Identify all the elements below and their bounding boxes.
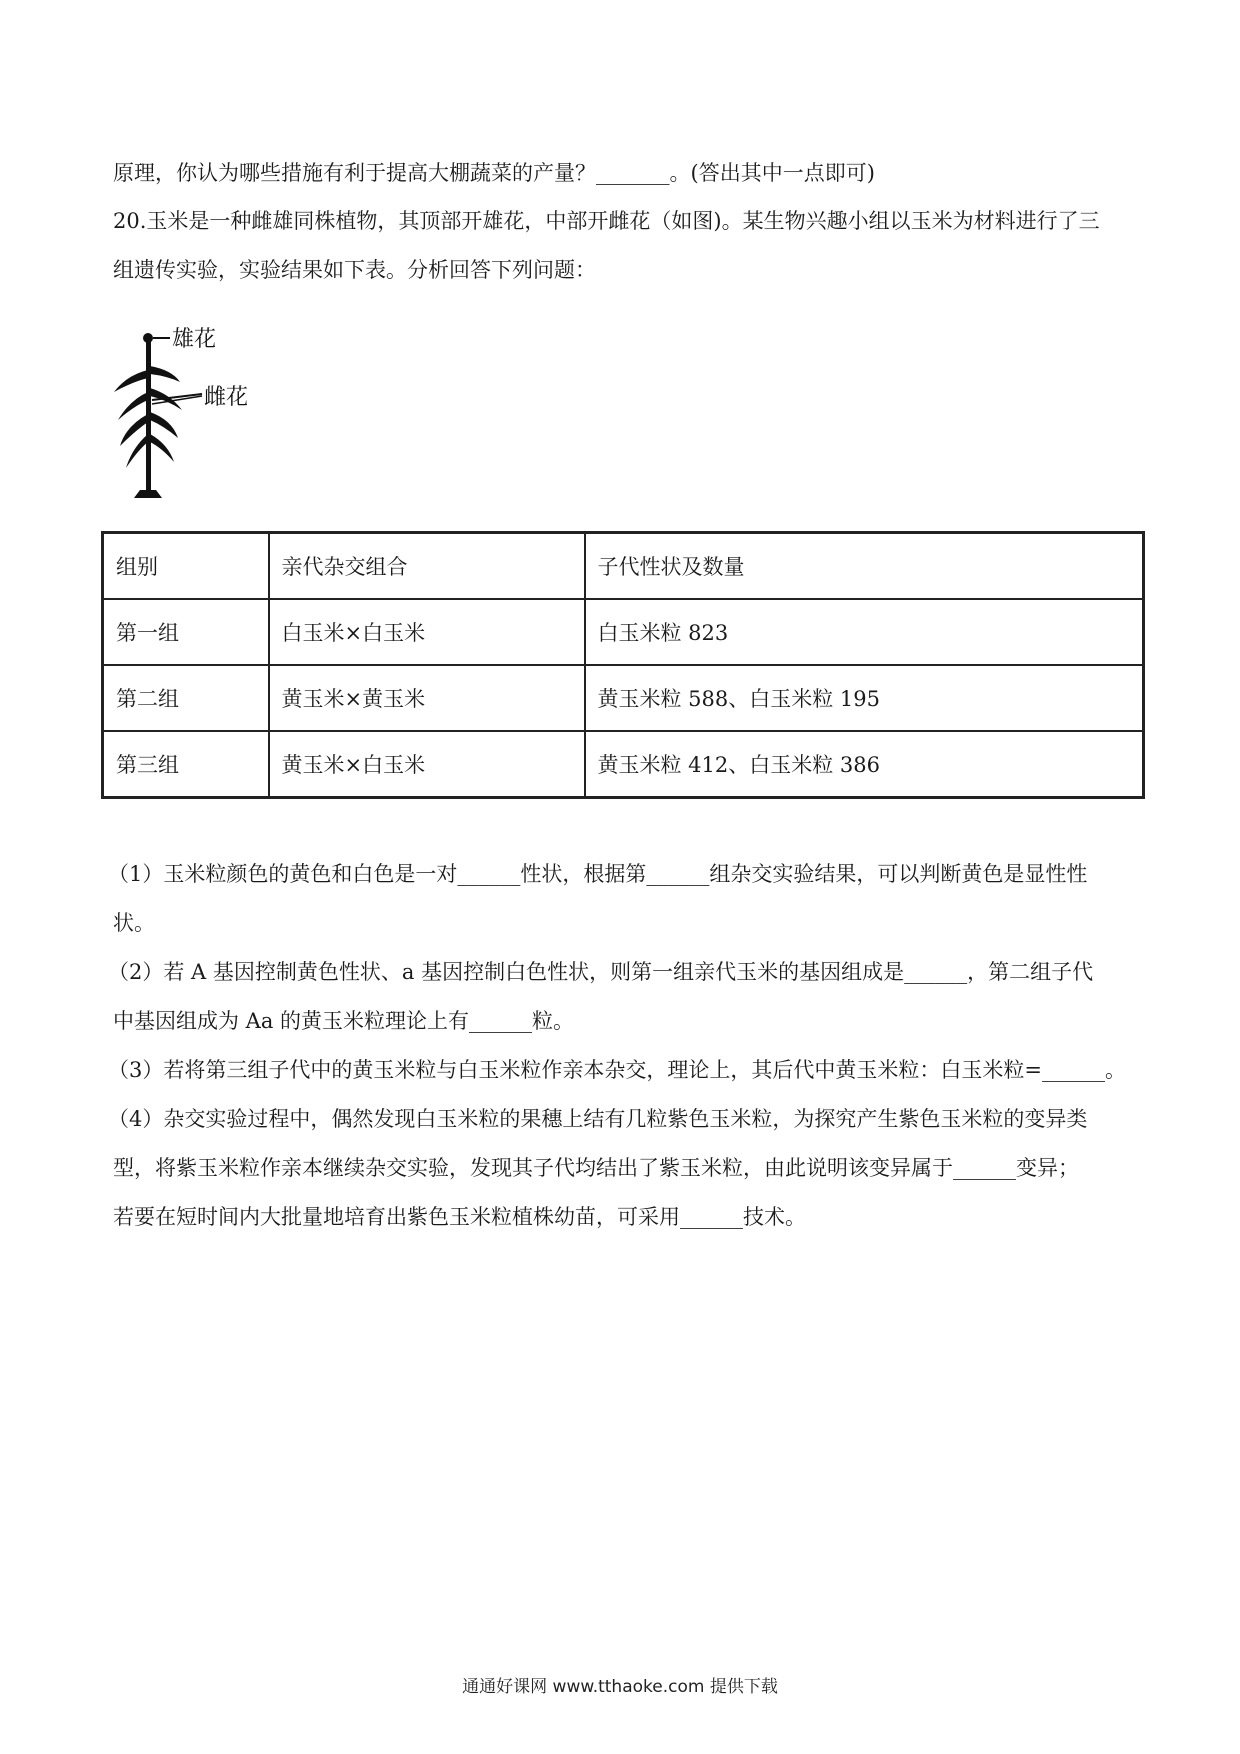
question-2-line-1: （2）若 A 基因控制黄色性状、a 基因控制白色性状，则第一组亲代玉米的基因组成是______，第二组子代 bbox=[108, 960, 1094, 984]
corn-plant-illustration bbox=[112, 330, 252, 510]
table-row bbox=[103, 665, 1144, 731]
table-cell: 第一组 bbox=[103, 599, 269, 665]
table-cell: 黄玉米×白玉米 bbox=[269, 731, 585, 798]
table-cell: 黄玉米×黄玉米 bbox=[269, 665, 585, 731]
female-flower-label: 雌花 bbox=[204, 385, 249, 410]
table-cell: 黄玉米粒 588、白玉米粒 195 bbox=[585, 665, 1144, 731]
header-cell-offspring: 子代性状及数量 bbox=[585, 533, 1144, 600]
table-row bbox=[103, 599, 1144, 665]
question-20-intro-cont: 组遗传实验，实验结果如下表。分析回答下列问题： bbox=[113, 258, 596, 282]
question-3-line: （3）若将第三组子代中的黄玉米粒与白玉米粒作亲本杂交，理论上，其后代中黄玉米粒：白玉米粒=______。 bbox=[108, 1058, 1126, 1082]
table-cell: 第三组 bbox=[103, 731, 269, 798]
question-4-line-2: 型，将紫玉米粒作亲本继续杂交实验，发现其子代均结出了紫玉米粒，由此说明该变异属于______变异； bbox=[113, 1156, 1079, 1180]
question-2-line-2: 中基因组成为 Aa 的黄玉米粒理论上有______粒。 bbox=[113, 1009, 575, 1033]
page-footer: 通通好课网 www.tthaoke.com 提供下载 bbox=[462, 1677, 778, 1697]
question-20-intro: 20.玉米是一种雌雄同株植物，其顶部开雄花，中部开雌花（如图)。某生物兴趣小组以玉米为材料进行了三 bbox=[113, 209, 1100, 233]
table-header-row bbox=[103, 533, 1144, 600]
header-cell-group: 组别 bbox=[103, 533, 269, 600]
question-4-line-3: 若要在短时间内大批量地培育出紫色玉米粒植株幼苗，可采用______技术。 bbox=[113, 1205, 806, 1229]
corn-plant-figure bbox=[112, 327, 252, 510]
question-1-line-1: （1）玉米粒颜色的黄色和白色是一对______性状，根据第______组杂交实验结果，可以判断黄色是显性性 bbox=[108, 862, 1088, 886]
question-1-line-2: 状。 bbox=[113, 911, 155, 935]
text-line-principle: 原理，你认为哪些措施有利于提高大棚蔬菜的产量？_______。(答出其中一点即可) bbox=[113, 161, 875, 185]
table-cell: 第二组 bbox=[103, 665, 269, 731]
table-cell: 白玉米×白玉米 bbox=[269, 599, 585, 665]
results-table bbox=[101, 531, 1145, 799]
table-row bbox=[103, 731, 1144, 798]
question-4-line-1: （4）杂交实验过程中，偶然发现白玉米粒的果穗上结有几粒紫色玉米粒，为探究产生紫色玉米粒的变异类 bbox=[108, 1107, 1088, 1131]
header-cell-cross: 亲代杂交组合 bbox=[269, 533, 585, 600]
table-cell: 白玉米粒 823 bbox=[585, 599, 1144, 665]
table-cell: 黄玉米粒 412、白玉米粒 386 bbox=[585, 731, 1144, 798]
male-flower-label: 雄花 bbox=[172, 327, 217, 352]
